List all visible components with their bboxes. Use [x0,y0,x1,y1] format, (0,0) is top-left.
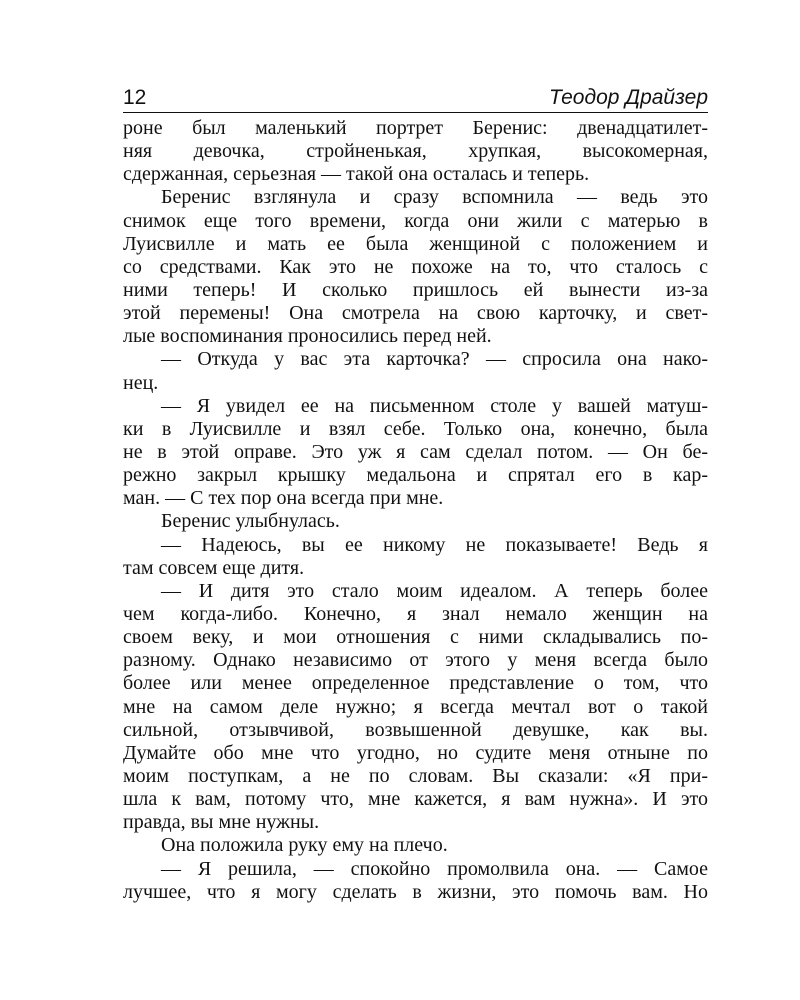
text-line: ман. — С тех пор она всегда при мне. [123,487,444,510]
text-line: лые воспоминания проносились перед ней. [123,325,492,348]
page-number: 12 [123,86,147,109]
running-head-author: Теодор Драйзер [549,86,708,109]
book-page [123,86,708,904]
text-line: этой перемены! Она смотрела на свою карточку, и свет- [123,302,708,325]
text-line: — Я решила, — спокойно промолвила она. — Самое [161,857,708,880]
text-line: моим поступкам, а не по словам. Вы сказали: «Я при- [123,764,708,787]
text-line: Луисвилле и мать ее была женщиной с положением и [123,232,708,255]
body-text [123,117,708,904]
text-line: сильной, отзывчивой, возвышенной девушке, как вы. [123,718,708,741]
text-line: — Надеюсь, вы ее никому не показываете! Ведь я [161,533,708,556]
text-line: мне на самом деле нужно; я всегда мечтал вот о такой [123,695,708,718]
text-line: сдержанная, серьезная — такой она осталась и теперь. [123,163,590,186]
text-line: правда, вы мне нужны. [123,811,320,834]
text-line: разному. Однако независимо от этого у меня всегда было [123,649,708,672]
text-line: шла к вам, потому что, мне кажется, я вам нужна». И это [123,788,708,811]
text-line: снимок еще того времени, когда они жили с матерью в [123,209,708,232]
text-line: не в этой оправе. Это уж я сам сделал потом. — Он бе- [123,440,708,463]
text-line: роне был маленький портрет Беренис: двенадцатилет- [123,117,708,139]
page-header [123,86,708,113]
text-line: там совсем еще дитя. [123,556,305,579]
text-line: своем веку, и мои отношения с ними складывались по- [123,626,708,649]
text-line: Беренис взглянула и сразу вспомнила — ведь это [161,186,708,209]
text-line: — И дитя это стало моим идеалом. А теперь более [161,579,708,602]
text-line: Она положила руку ему на плечо. [161,834,448,857]
text-line: ними теперь! И сколько пришлось ей вынести из-за [123,278,708,301]
text-line: со средствами. Как это не похоже на то, что сталось с [123,255,708,278]
text-line: чем когда-либо. Конечно, я знал немало женщин на [123,602,708,625]
text-line: — Я увидел ее на письменном столе у вашей матуш- [161,394,708,417]
text-line: лучшее, что я могу сделать в жизни, это помочь вам. Но [123,880,708,903]
text-line: нец. [123,371,159,394]
text-line: Думайте обо мне что угодно, но судите меня отныне по [123,741,708,764]
text-line: режно закрыл крышку медальона и спрятал его в кар- [123,464,708,487]
text-line: няя девочка, стройненькая, хрупкая, высокомерная, [123,140,708,163]
text-line: более или менее определенное представление о том, что [123,672,708,695]
text-line: ки в Луисвилле и взял себе. Только она, конечно, была [123,417,708,440]
text-line: — Откуда у вас эта карточка? — спросила она нако- [161,348,708,371]
text-line: Беренис улыбнулась. [161,510,340,533]
